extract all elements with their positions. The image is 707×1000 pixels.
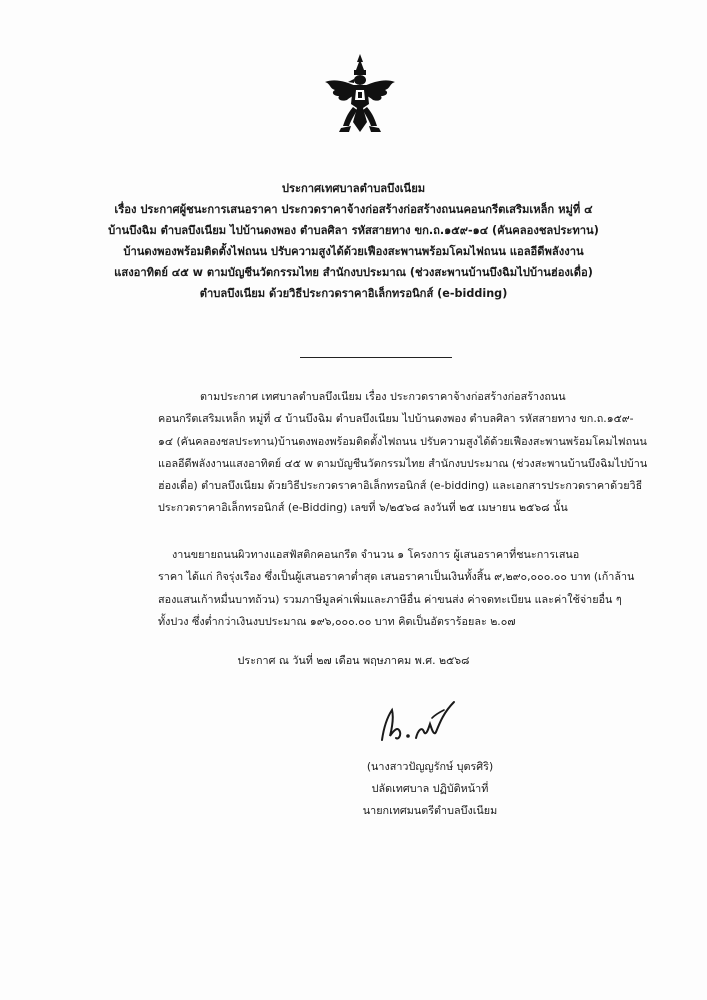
subject-line-4: แสงอาทิตย์ ๔๕ w ตามบัญชีนวัตกรรมไทย สำนักงบประมาณ (ช่วงสะพานบ้านบึงฉิมไปบ้านฮ่องเดื่อ) bbox=[114, 266, 593, 279]
paragraph-line: งานขยายถนนผิวทางแอสฟัสติกคอนกรีต จำนวน ๑ โครงการ ผู้เสนอราคาที่ชนะการเสนอ bbox=[172, 548, 580, 561]
subject-line-3: บ้านดงพองพร้อมติดตั้งไฟถนน ปรับความสูงได้ด้วยเฟืองสะพานพร้อมโคมไฟถนน แอลอีดีพลังงาน bbox=[123, 245, 584, 258]
paragraph-line: แอลอีดีพลังงานแสงอาทิตย์ ๔๕ w ตามบัญชีนวัตกรรมไทย สำนักงบประมาณ (ช่วงสะพานบ้านบึงฉิมไปบ้าน bbox=[158, 456, 648, 470]
signer-position: ปลัดเทศบาล ปฏิบัติหน้าที่ bbox=[371, 782, 489, 795]
paragraph-line: ฮ่องเดื่อ) ตำบลบึงเนียม ด้วยวิธีประกวดราคาอิเล็กทรอนิกส์ (e-bidding) และเอกสารประกวดราคาด้วยวิธี bbox=[158, 479, 643, 493]
body-paragraph-reference bbox=[158, 386, 648, 520]
announcement-date: ประกาศ ณ วันที่ ๒๗ เดือน พฤษภาคม พ.ศ. ๒๕๖๘ bbox=[237, 654, 470, 667]
announcement-title: ประกาศเทศบาลตำบลบึงเนียม bbox=[281, 182, 426, 195]
body-paragraph-award bbox=[158, 544, 642, 633]
paragraph-line: ตามประกาศ เทศบาลตำบลบึงเนียม เรื่อง ประกวดราคาจ้างก่อสร้างก่อสร้างถนน bbox=[200, 390, 566, 403]
paragraph-line: ๑๔ (คันคลองชลประทาน)บ้านดงพองพร้อมติดตั้งไฟถนน ปรับความสูงได้ด้วยเฟืองสะพานพร้อมโคมไฟถนน bbox=[158, 434, 647, 448]
garuda-emblem-icon bbox=[323, 52, 397, 136]
signer-acting-position: นายกเทศมนตรีตำบลบึงเนียม bbox=[362, 804, 498, 817]
announcement-heading bbox=[0, 178, 707, 304]
paragraph-line: สองแสนเก้าหมื่นบาทถ้วน) รวมภาษีมูลค่าเพิ่มและภาษีอื่น ค่าขนส่ง ค่าจดทะเบียน และค่าใช้จ่ายอื่น ๆ bbox=[158, 592, 622, 606]
paragraph-line: ราคา ได้แก่ กิจรุ่งเรือง ซึ่งเป็นผู้เสนอราคาต่ำสุด เสนอราคาเป็นเงินทั้งสิ้น ๙,๒๙๐,๐๐๐.๐๐ บาท (เก้าล้าน bbox=[158, 570, 635, 584]
subject-line-1: เรื่อง ประกาศผู้ชนะการเสนอราคา ประกวดราคาจ้างก่อสร้างก่อสร้างถนนคอนกรีตเสริมเหล็ก หมู่ที่ ๔ bbox=[114, 203, 593, 216]
subject-line-5: ตำบลบึงเนียม ด้วยวิธีประกวดราคาอิเล็กทรอนิกส์ (e-bidding) bbox=[199, 287, 508, 300]
paragraph-line: คอนกรีตเสริมเหล็ก หมู่ที่ ๔ บ้านบึงฉิม ตำบลบึงเนียม ไปบ้านดงพอง ตำบลศิลา รหัสสายทาง ขก.ถ.๑๕๙- bbox=[158, 412, 634, 426]
heading-divider bbox=[300, 357, 452, 358]
paragraph-line: ทั้งปวง ซึ่งต่ำกว่าเงินงบประมาณ ๑๙๖,๐๐๐.๐๐ บาท คิดเป็นอัตราร้อยละ ๒.๐๗ bbox=[158, 614, 516, 628]
signer-block bbox=[300, 756, 560, 822]
handwritten-signature bbox=[378, 696, 460, 746]
signer-name: (นางสาวปัญญรักษ์ บุตรศิริ) bbox=[366, 760, 494, 773]
paragraph-line: ประกวดราคาอิเล็กทรอนิกส์ (e-Bidding) เลขที่ ๖/๒๕๖๘ ลงวันที่ ๒๕ เมษายน ๒๕๖๘ นั้น bbox=[158, 501, 568, 515]
subject-line-2: บ้านบึงฉิม ตำบลบึงเนียม ไปบ้านดงพอง ตำบลศิลา รหัสสายทาง ขก.ถ.๑๕๙-๑๔ (คันคลองชลประทาน) bbox=[108, 224, 599, 237]
